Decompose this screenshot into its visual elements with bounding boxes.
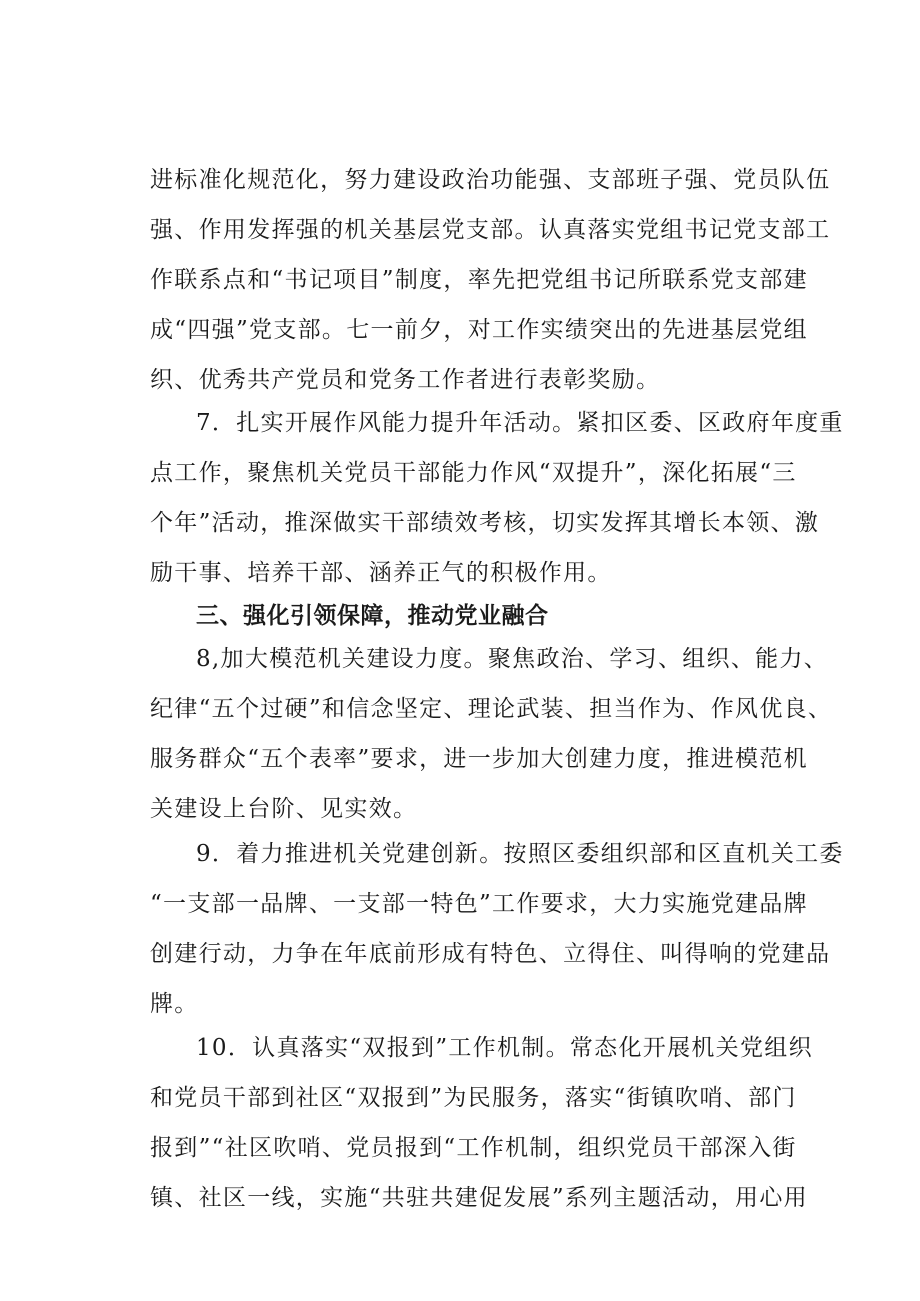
text-line: 服务群众“五个表率”要求，进一步加大创建力度，推进模范机	[150, 746, 808, 772]
paragraph-8-first-line: 8,加大模范机关建设力度。聚焦政治、学习、组织、能力、	[196, 646, 829, 672]
text-line: 关建设上台阶、见实效。	[150, 796, 418, 822]
paragraph-10-first-line: 10．认真落实“双报到”工作机制。常态化开展机关党组织	[196, 1035, 813, 1061]
text-line: 进标准化规范化，努力建设政治功能强、支部班子强、党员队伍	[150, 167, 831, 193]
text-line: “一支部一品牌、一支部一特色”工作要求，大力实施党建品牌	[150, 891, 808, 917]
text-line: 成“四强”党支部。七一前夕，对工作实绩突出的先进基层党组	[150, 317, 808, 343]
text-line: 励干事、培养干部、涵养正气的积极作用。	[150, 560, 612, 586]
text-line: 纪律“五个过硬”和信念坚定、理论武装、担当作为、作风优良、	[150, 696, 833, 722]
text-line: 作联系点和“书记项目”制度，率先把党组书记所联系党支部建	[150, 267, 808, 293]
paragraph-7-first-line: 7．扎实开展作风能力提升年活动。紧扣区委、区政府年度重	[196, 410, 844, 436]
text-line: 牌。	[150, 991, 199, 1017]
text-line: 织、优秀共产党员和党务工作者进行表彰奖励。	[150, 367, 661, 393]
text-line: 和党员干部到社区“双报到”为民服务，落实“街镇吹哨、部门	[150, 1085, 797, 1111]
section-heading: 三、强化引领保障，推动党业融合	[196, 603, 549, 629]
text-line: 点工作，聚焦机关党员干部能力作风“双提升”，深化拓展“三	[150, 460, 797, 486]
text-line: 镇、社区一线，实施“共驻共建促发展”系列主题活动，用心用	[150, 1185, 808, 1211]
text-line: 报到”“社区吹哨、党员报到“工作机制，组织党员干部深入街	[150, 1135, 797, 1161]
text-line: 创建行动，力争在年底前形成有特色、立得住、叫得响的党建品	[150, 941, 831, 967]
text-line: 强、作用发挥强的机关基层党支部。认真落实党组书记党支部工	[150, 217, 831, 243]
text-line: 个年”活动，推深做实干部绩效考核，切实发挥其增长本领、激	[150, 510, 820, 536]
paragraph-9-first-line: 9．着力推进机关党建创新。按照区委组织部和区直机关工委	[196, 841, 844, 867]
